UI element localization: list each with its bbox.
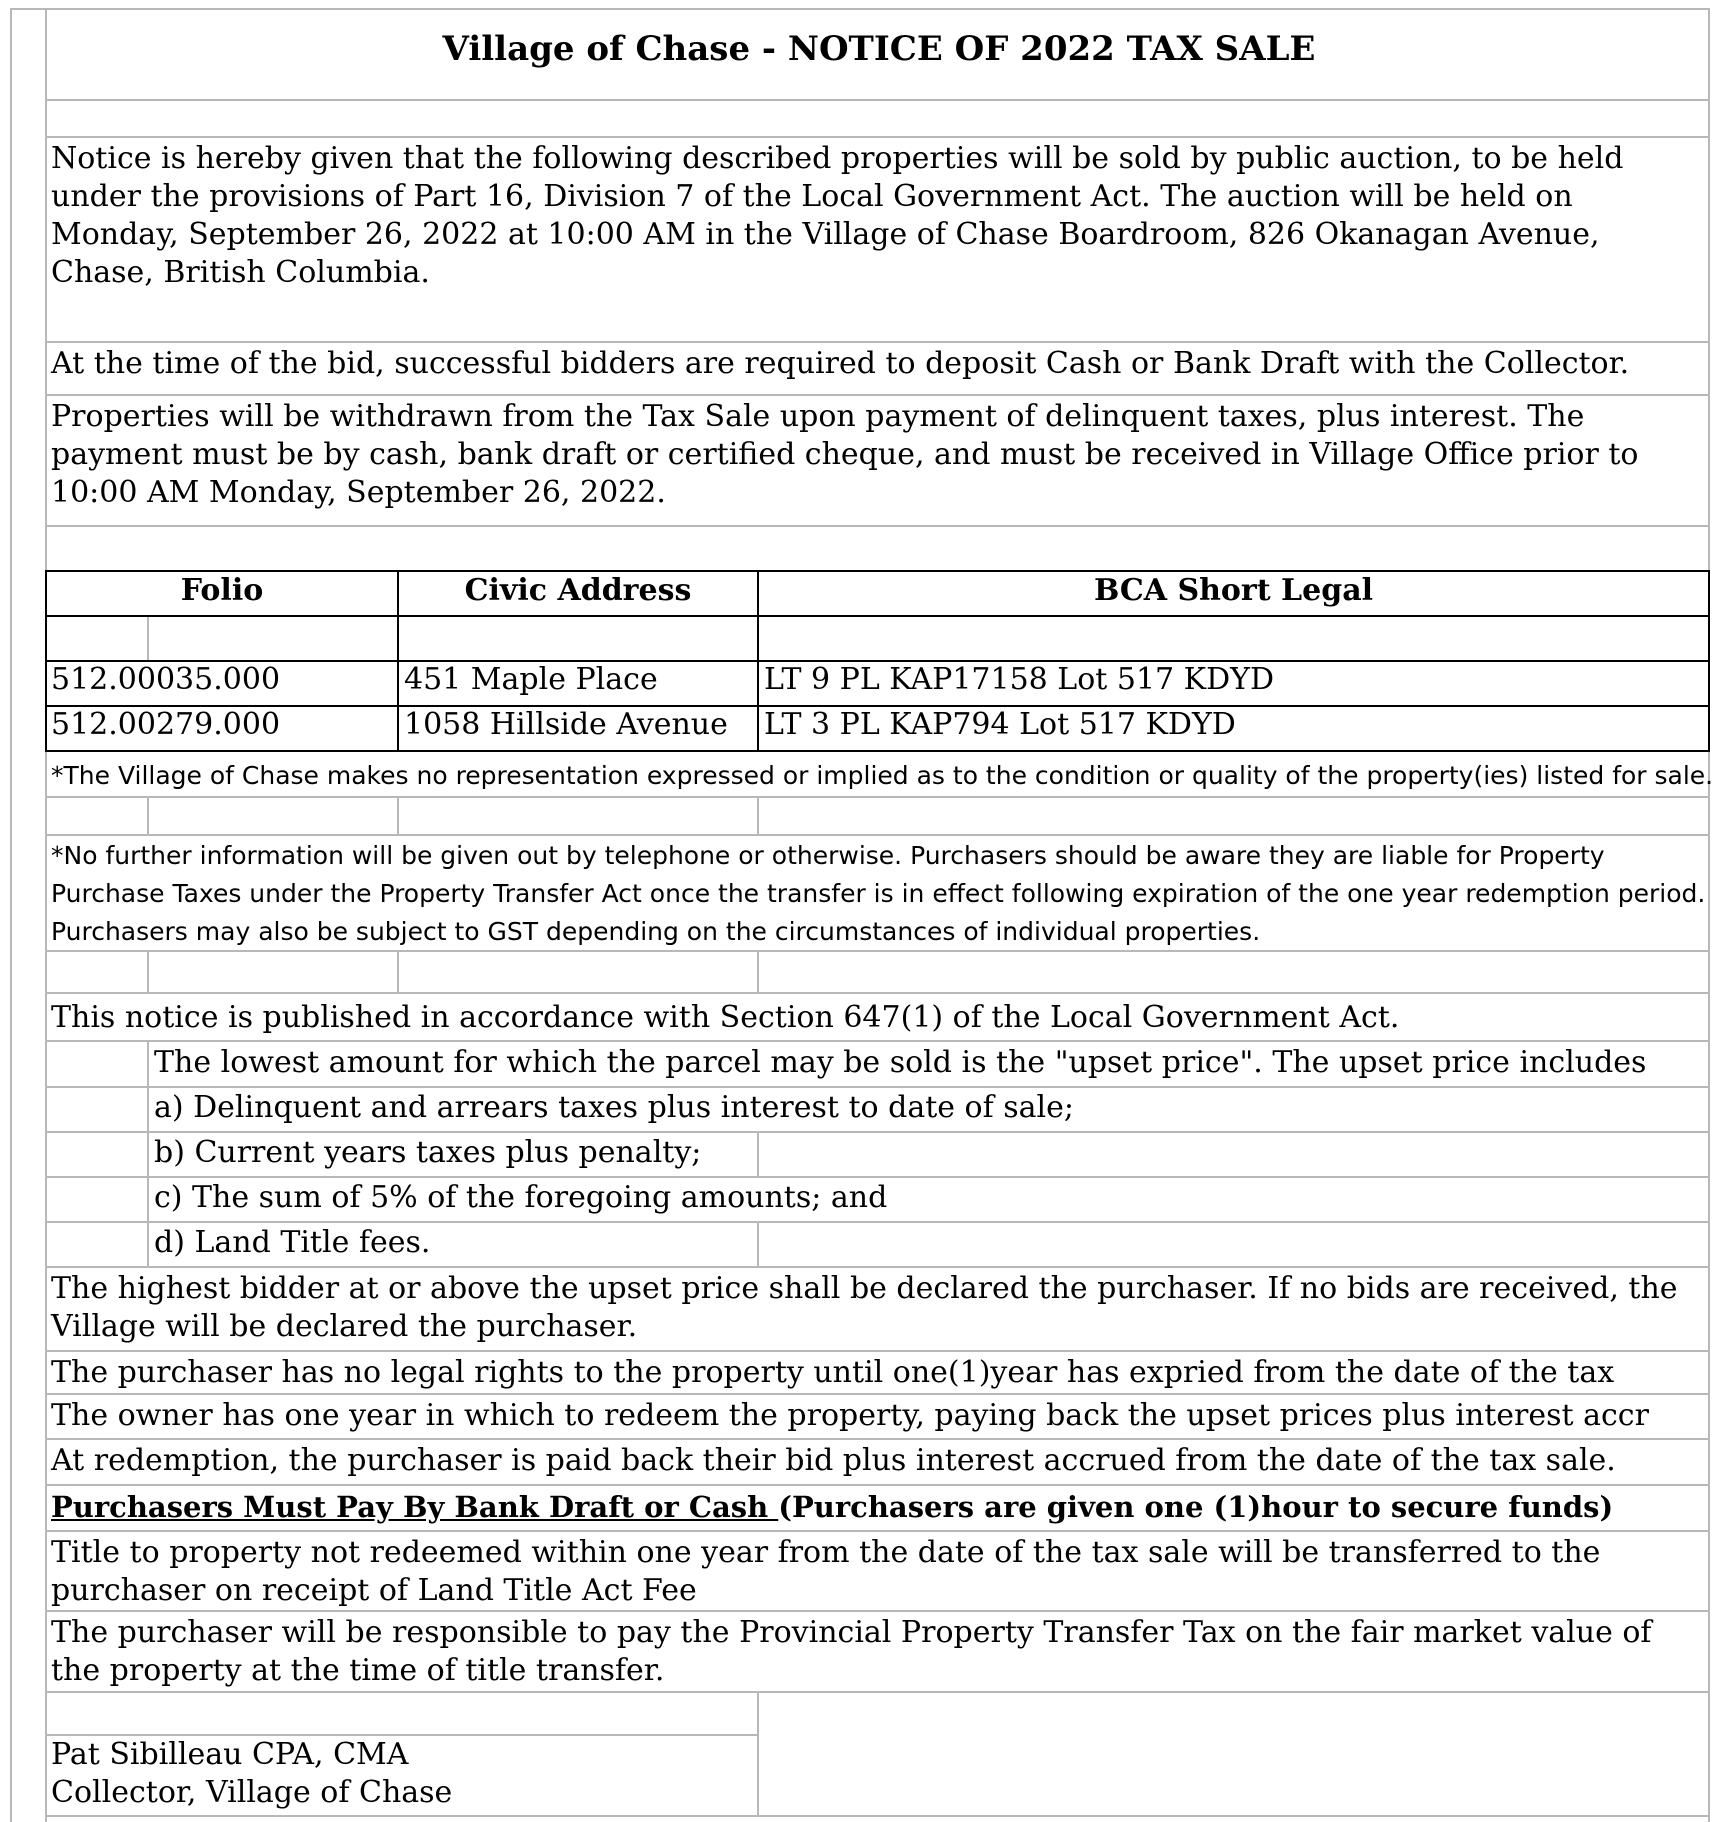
gridline [10, 8, 1710, 10]
highest-bidder-text: The highest bidder at or above the upset price shall be declared the purchaser. If no bids are received, the Village will be declared the purchaser. [51, 1271, 1678, 1344]
signature-role: Collector, Village of Chase [51, 1775, 453, 1810]
deposit-paragraph: At the time of the bid, successful bidders are required to deposit Cash or Bank Draft with the Collector. [51, 346, 1630, 381]
civic-address-header: Civic Address [464, 573, 692, 608]
gridline [45, 834, 1710, 836]
upset-price-text: The lowest amount for which the parcel may be sold is the "upset price". The upset price includes [154, 1045, 1647, 1080]
gridline [45, 1176, 1710, 1178]
gridline [45, 1610, 1710, 1612]
page-title: Village of Chase - NOTICE OF 2022 TAX SALE [442, 29, 1316, 69]
gridline [45, 99, 1710, 101]
no-info-disclaimer: *No further information will be given out by telephone or otherwise. Purchasers should be aware they are liable for Property Purchase Taxes under the Property Transfer Act once the transfer is in effect following expiration of the one year redemption period. Purchasers may also be subject to GST depending on the circumstances of individual properties. [51, 841, 1706, 946]
gridline [147, 796, 149, 834]
gridline [45, 1040, 1710, 1042]
gridline [757, 796, 759, 834]
redemption-payback-text: At redemption, the purchaser is paid back their bid plus interest accrued from the date of the tax sale. [51, 1443, 1616, 1478]
payment-terms [51, 1488, 1613, 1526]
table-row-address: 451 Maple Place [404, 662, 658, 697]
gridline [757, 1221, 759, 1266]
gridline [45, 8, 47, 1822]
gridline [45, 1530, 1710, 1532]
payment-rest: (Purchasers are given one (1)hour to secure funds) [778, 1490, 1614, 1524]
gridline [45, 1131, 1710, 1133]
redeem-text: The owner has one year in which to redeem the property, paying back the upset prices plus interest accr [51, 1398, 1649, 1433]
withdrawal-paragraph: Properties will be withdrawn from the Tax Sale upon payment of delinquent taxes, plus interest. The payment must be by cash, bank draft or certified cheque, and must be received in Village Office prior to 10:00 AM Monday, September 26, 2022. [51, 399, 1639, 510]
table-row-legal: LT 9 PL KAP17158 Lot 517 KDYD [764, 662, 1274, 697]
gridline [45, 1393, 1710, 1395]
legal-header: BCA Short Legal [1093, 573, 1374, 608]
gridline [45, 1350, 1710, 1352]
gridline [397, 950, 399, 992]
table-row-address: 1058 Hillside Avenue [404, 707, 728, 742]
gridline [45, 136, 1710, 138]
gridline [45, 1484, 1710, 1486]
gridline [147, 617, 149, 660]
gridline [45, 796, 1710, 798]
title-transfer-text: Title to property not redeemed within one year from the date of the tax sale will be transferred to the purchaser on receipt of Land Title Act Fee [51, 1535, 1601, 1608]
gridline [45, 1691, 1710, 1693]
gridline [45, 1815, 1710, 1817]
condition-disclaimer: *The Village of Chase makes no representation expressed or implied as to the condition or quality of the property(ies) listed for sale. [51, 761, 1714, 790]
no-rights-text: The purchaser has no legal rights to the property until one(1)year has expried from the date of the tax [51, 1355, 1615, 1390]
gridline [45, 525, 1710, 527]
gridline [45, 992, 1710, 994]
signature-name: Pat Sibilleau CPA, CMA [51, 1737, 409, 1772]
gridline [147, 1040, 149, 1266]
section-647-intro: This notice is published in accordance with Section 647(1) of the Local Government Act. [51, 1000, 1400, 1035]
payment-underlined: Purchasers Must Pay By Bank Draft or Cash [51, 1490, 779, 1524]
upset-item: b) Current years taxes plus penalty; [154, 1135, 702, 1170]
gridline [45, 394, 1710, 396]
gridline [10, 8, 12, 1822]
table-row-folio: 512.00279.000 [51, 707, 281, 742]
gridline [147, 950, 149, 992]
gridline [757, 1691, 759, 1815]
upset-item: c) The sum of 5% of the foregoing amounts; and [154, 1180, 888, 1215]
gridline [45, 1221, 1710, 1223]
auction-notice-paragraph: Notice is hereby given that the following described properties will be sold by public auction, to be held under the provisions of Part 16, Division 7 of the Local Government Act. The auction will be held on Monday, September 26, 2022 at 10:00 AM in the Village of Chase Boardroom, 826 Okanagan Avenue, Chase, British Columbia. [51, 141, 1624, 290]
upset-item: d) Land Title fees. [154, 1225, 431, 1260]
table-border [45, 750, 1710, 752]
gridline [1708, 8, 1710, 1822]
gridline [45, 1086, 1710, 1088]
gridline [757, 950, 759, 992]
ptt-text: The purchaser will be responsible to pay the Provincial Property Transfer Tax on the fair market value of the property at the time of title transfer. [51, 1615, 1652, 1688]
table-border [45, 615, 1710, 617]
table-border [1708, 570, 1710, 752]
gridline [45, 1438, 1710, 1440]
gridline [397, 796, 399, 834]
upset-item: a) Delinquent and arrears taxes plus interest to date of sale; [154, 1090, 1074, 1125]
gridline [45, 1266, 1710, 1268]
table-row-legal: LT 3 PL KAP794 Lot 517 KDYD [764, 707, 1236, 742]
table-row-folio: 512.00035.000 [51, 662, 281, 697]
folio-header: Folio [180, 573, 264, 608]
gridline [757, 1131, 759, 1176]
gridline [45, 341, 1710, 343]
